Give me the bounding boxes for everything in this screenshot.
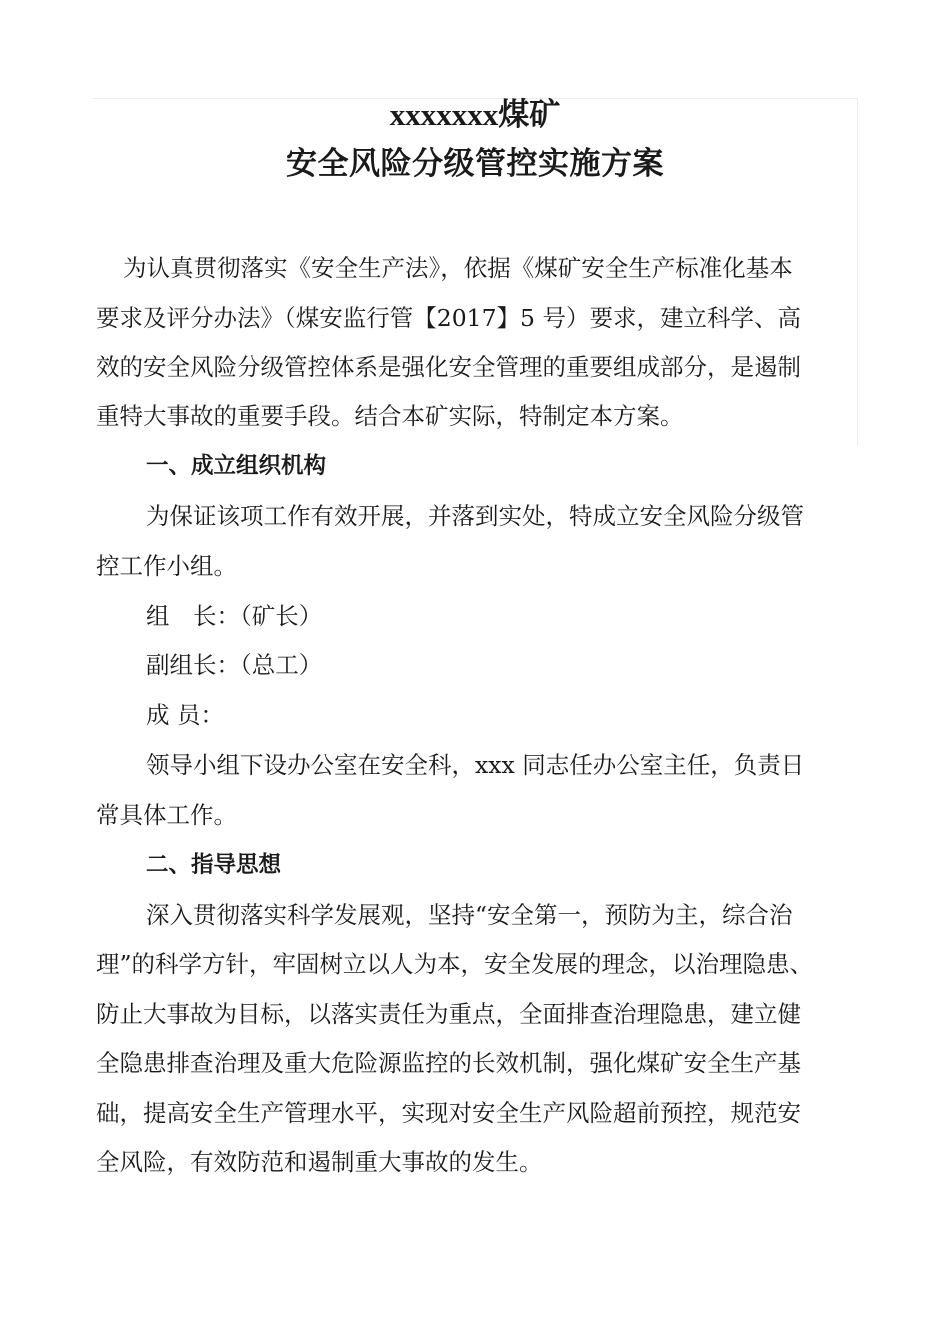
section2-line-4: 全隐患排查治理及重大危险源监控的长效机制，强化煤矿安全生产基 xyxy=(96,1049,801,1077)
document-title-line-1 xyxy=(0,95,950,135)
section1-para1-line-2: 控工作小组。 xyxy=(96,552,237,580)
intro-line-1: 为认真贯彻落实《安全生产法》，依据《煤矿安全生产标准化基本 xyxy=(123,254,793,282)
intro-line-2: 要求及评分办法》（煤安监行管【2017】5 号）要求，建立科学、高 xyxy=(96,304,801,332)
group-members: 成 员： xyxy=(146,701,224,729)
document-title-line-2: 安全风险分级管控实施方案 xyxy=(286,146,664,182)
section2-line-6: 全风险，有效防范和遏制重大事故的发生。 xyxy=(96,1148,543,1176)
deputy-leader: 副组长：（总工） xyxy=(146,651,323,679)
section1-para2-line-2: 常具体工作。 xyxy=(96,801,237,829)
section1-para1-line-1: 为保证该项工作有效开展，并落到实处，特成立安全风险分级管 xyxy=(146,502,804,530)
section1-para2-line-1: 领导小组下设办公室在安全科，xxx 同志任办公室主任，负责日 xyxy=(146,751,805,779)
section2-line-5: 础，提高安全生产管理水平，实现对安全生产风险超前预控，规范安 xyxy=(96,1099,801,1127)
section2-line-2: 理”的科学方针，牢固树立以人为本，安全发展的理念，以治理隐患、 xyxy=(96,950,814,978)
group-leader: 组 长：（矿长） xyxy=(146,602,323,630)
intro-line-3: 效的安全风险分级管控体系是强化安全管理的重要组成部分，是遏制 xyxy=(96,353,801,381)
title-prefix: xxxxxxx xyxy=(389,97,499,132)
section2-heading: 二、指导思想 xyxy=(146,852,282,878)
section2-line-3: 防止大事故为目标，以落实责任为重点，全面排查治理隐患，建立健 xyxy=(96,1000,801,1028)
intro-line-4: 重特大事故的重要手段。结合本矿实际，特制定本方案。 xyxy=(96,402,684,430)
section2-line-1: 深入贯彻落实科学发展观，坚持“安全第一，预防为主，综合治 xyxy=(146,901,793,929)
section1-heading: 一、成立组织机构 xyxy=(146,453,327,479)
title-suffix: 煤矿 xyxy=(498,97,561,133)
